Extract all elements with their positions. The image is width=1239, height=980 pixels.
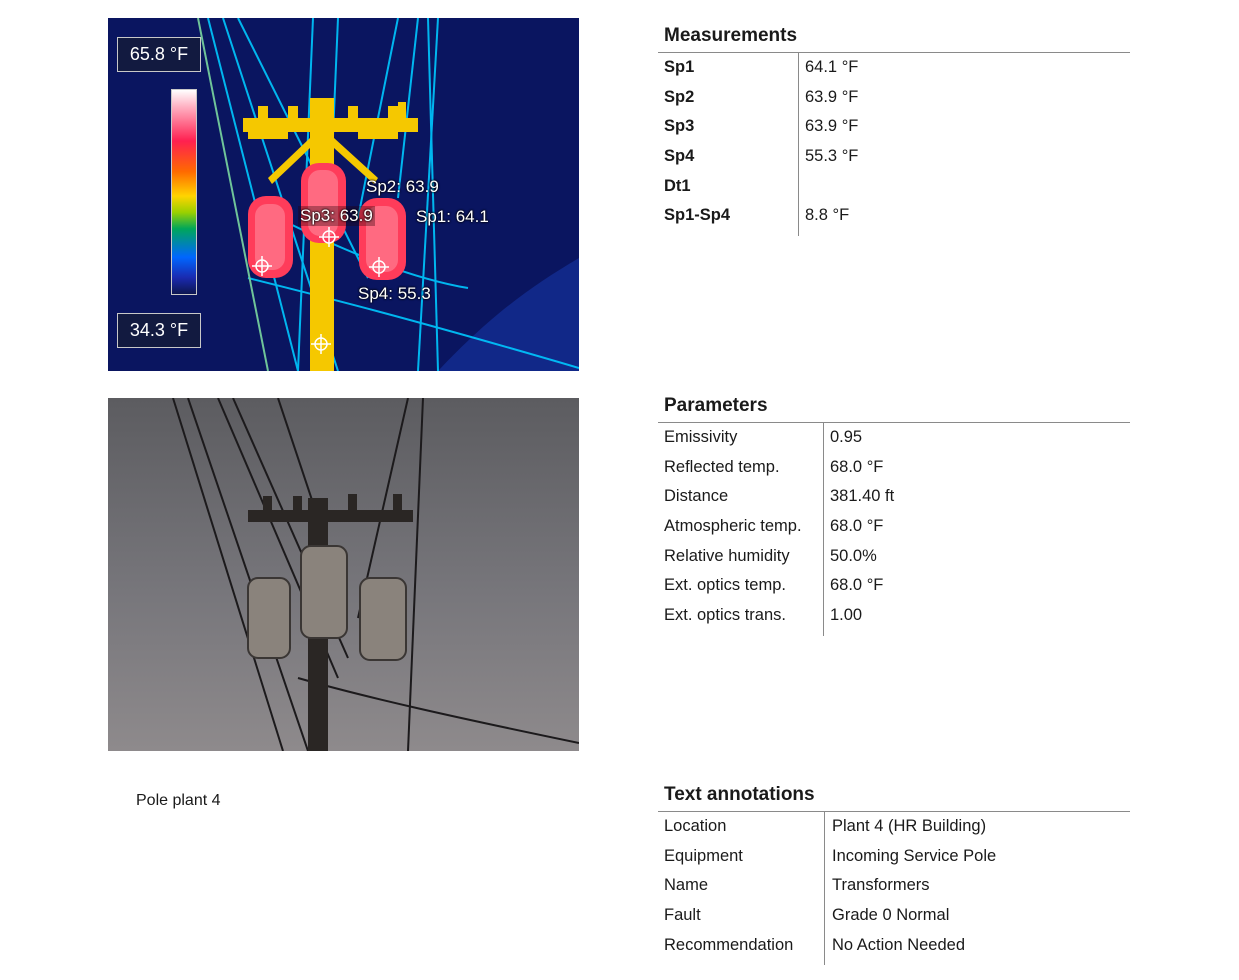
row-value: 68.0 °F (830, 576, 884, 595)
table-row (658, 142, 1130, 172)
table-row (658, 482, 1130, 512)
row-value: 8.8 °F (805, 206, 850, 225)
row-label: Relative humidity (664, 546, 790, 565)
row-value: 68.0 °F (830, 457, 884, 476)
row-value: Plant 4 (HR Building) (832, 817, 987, 835)
table-row (658, 571, 1130, 601)
min-temperature-label: 34.3 °F (117, 313, 201, 348)
table-row (658, 172, 1130, 202)
parameters-table (658, 423, 1130, 631)
row-label: Dt1 (664, 176, 691, 195)
table-row (658, 453, 1130, 483)
row-label: Recommendation (664, 935, 794, 954)
thermal-image (108, 18, 579, 371)
row-label: Equipment (664, 846, 743, 865)
row-value: Transformers (832, 876, 930, 895)
temperature-scale-bar (171, 89, 197, 295)
table-row (658, 842, 1130, 872)
table-row (658, 201, 1130, 231)
row-value: Incoming Service Pole (832, 846, 997, 865)
row-value: 381.40 ft (830, 487, 895, 506)
visual-photo (108, 398, 579, 751)
parameters-section (658, 392, 1130, 631)
table-row (658, 931, 1130, 961)
row-label: Sp1-Sp4 (664, 206, 731, 225)
row-value: 63.9 °F (805, 117, 859, 136)
row-value: Grade 0 Normal (832, 906, 950, 925)
max-temperature-label: 65.8 °F (117, 37, 201, 72)
image-caption: Pole plant 4 (136, 792, 221, 809)
row-value: 64.1 °F (805, 58, 859, 76)
row-label: Sp3 (664, 117, 695, 136)
table-row (658, 112, 1130, 142)
table-row (658, 812, 1130, 842)
table-row (658, 901, 1130, 931)
parameters-title: Parameters (658, 392, 1130, 423)
spot-label-sp2: Sp2: 63.9 (366, 177, 439, 196)
spot-label-sp4: Sp4: 55.3 (358, 284, 431, 303)
row-value: 68.0 °F (830, 517, 884, 536)
measurements-title: Measurements (658, 22, 1130, 53)
row-label: Name (664, 876, 709, 895)
text-annotations-title: Text annotations (658, 781, 1130, 812)
row-value: 50.0% (830, 546, 877, 565)
row-label: Atmospheric temp. (664, 517, 802, 536)
table-row (658, 542, 1130, 572)
row-label: Reflected temp. (664, 457, 780, 476)
table-row (658, 601, 1130, 631)
row-label: Ext. optics temp. (664, 576, 786, 595)
row-label: Sp1 (664, 58, 695, 76)
row-value: No Action Needed (832, 935, 966, 954)
table-row (658, 423, 1130, 453)
row-label: Distance (664, 487, 729, 506)
measurements-table (658, 53, 1130, 231)
row-value: 0.95 (830, 428, 863, 446)
row-label: Sp2 (664, 87, 695, 106)
table-row (658, 512, 1130, 542)
row-label: Sp4 (664, 147, 695, 166)
table-row (658, 83, 1130, 113)
row-label: Ext. optics trans. (664, 606, 786, 625)
photo-scene (108, 398, 579, 751)
spot-label-sp1: Sp1: 64.1 (416, 207, 489, 226)
row-value: 1.00 (830, 606, 863, 625)
measurements-section (658, 22, 1130, 231)
row-value: 55.3 °F (805, 147, 859, 166)
table-row (658, 53, 1130, 83)
text-annotations-section (658, 781, 1130, 960)
row-label: Fault (664, 906, 701, 925)
table-row (658, 871, 1130, 901)
row-label: Emissivity (664, 428, 738, 446)
spot-label-sp3: Sp3: 63.9 (300, 206, 373, 225)
row-value: 63.9 °F (805, 87, 859, 106)
row-label: Location (664, 817, 727, 835)
text-annotations-table (658, 812, 1130, 960)
